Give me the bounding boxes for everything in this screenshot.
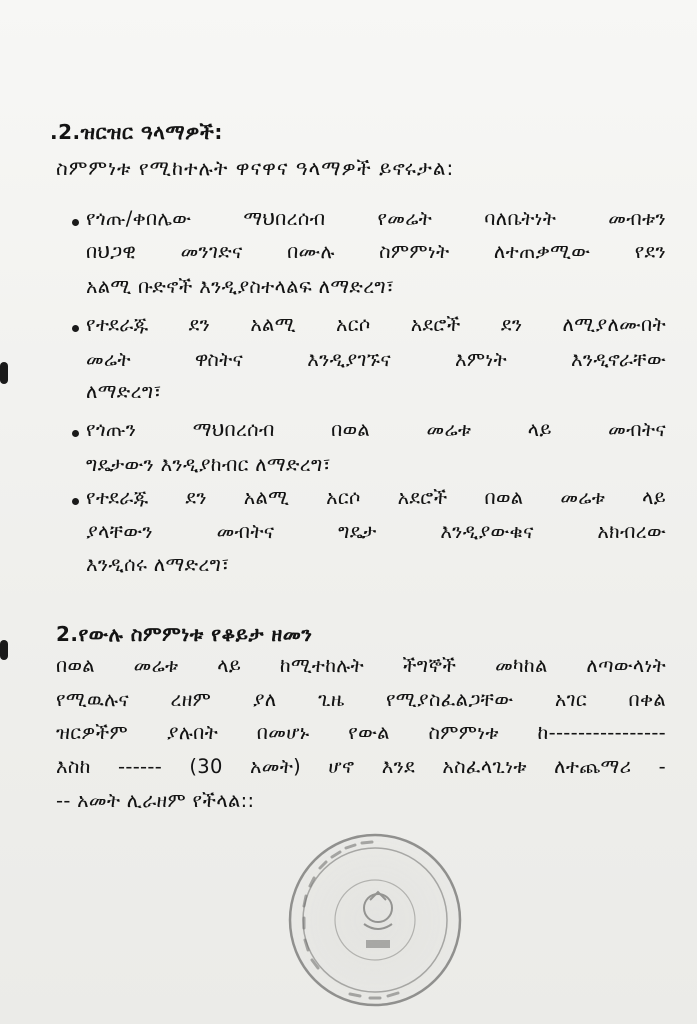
bullet-1-line-1: የጎጡ/ቀበሌው ማህበረሰብ የመሬት ባለቤትነት መብቱን — [86, 207, 666, 230]
bullet-4-line-1: የተደራጁ ደን አልሚ አርሶ አደሮች በወል መሬቱ ላይ — [86, 486, 666, 509]
bullet-4-line-2: ያላቸውን መብትና ግዴታ እንዲያውቁና አክብረው — [86, 520, 666, 543]
bullet-3-line-2: ግዴታውን እንዲያከብር ለማድረግ፣ — [86, 453, 331, 476]
section-heading-detailed-objectives: .2.ዝርዝር ዓላማዎች: — [50, 120, 223, 144]
duration-line-3: ዝርዎችም ያሉበት በመሆኑ የውል ስምምነቱ ከ---------------- — [56, 721, 666, 744]
section-heading-agreement-duration: 2.የውሉ ስምምነቱ የቆይታ ዘመን — [56, 622, 313, 646]
official-stamp-seal — [280, 828, 470, 1008]
bullet-2-line-3: ለማድረግ፣ — [86, 380, 162, 403]
duration-line-4: እስከ ------ (30 አመት) ሆኖ እንደ አስፈላጊነቱ ለተጨማሪ - — [56, 755, 666, 778]
duration-line-2: የሚዉሉና ረዘም ያለ ጊዜ የሚያስፈልጋቸው አገር በቀል — [56, 688, 666, 711]
bullet-1-line-3: አልሚ ቡድኖች እንዲያስተላልፍ ለማድረግ፣ — [86, 275, 395, 298]
duration-line-1: በወል መሬቱ ላይ ከሚተከሉት ችግኞች መካከል ለጣውላነት — [56, 654, 666, 677]
bullet-4-line-3: እንዲሰሩ ለማድረግ፣ — [86, 553, 230, 576]
bullet-dot — [72, 219, 79, 226]
bullet-dot — [72, 325, 79, 332]
bullet-dot — [72, 498, 79, 505]
bullet-3-line-1: የጎጡን ማህበረሰብ በወል መሬቱ ላይ መብትና — [86, 418, 666, 441]
bullet-dot — [72, 430, 79, 437]
binding-mark-bottom — [0, 640, 8, 660]
objectives-intro: ስምምነቱ የሚከተሉት ዋናዋና ዓላማዎች ይኖሩታል: — [56, 156, 455, 180]
duration-line-5: -- አመት ሊራዘም የችላል:: — [56, 789, 255, 812]
bullet-2-line-2: መሬት ዋስትና እንዲያገኙና እምነት እንዲኖራቸው — [86, 348, 666, 371]
binding-mark-top — [0, 362, 8, 384]
bullet-2-line-1: የተደራጁ ደን አልሚ አርሶ አደሮች ደን ለሚያለሙበት — [86, 313, 666, 336]
bullet-1-line-2: በህጋዊ መንገድና በሙሉ ስምምነት ለተጠቃሚው የደን — [86, 240, 666, 263]
